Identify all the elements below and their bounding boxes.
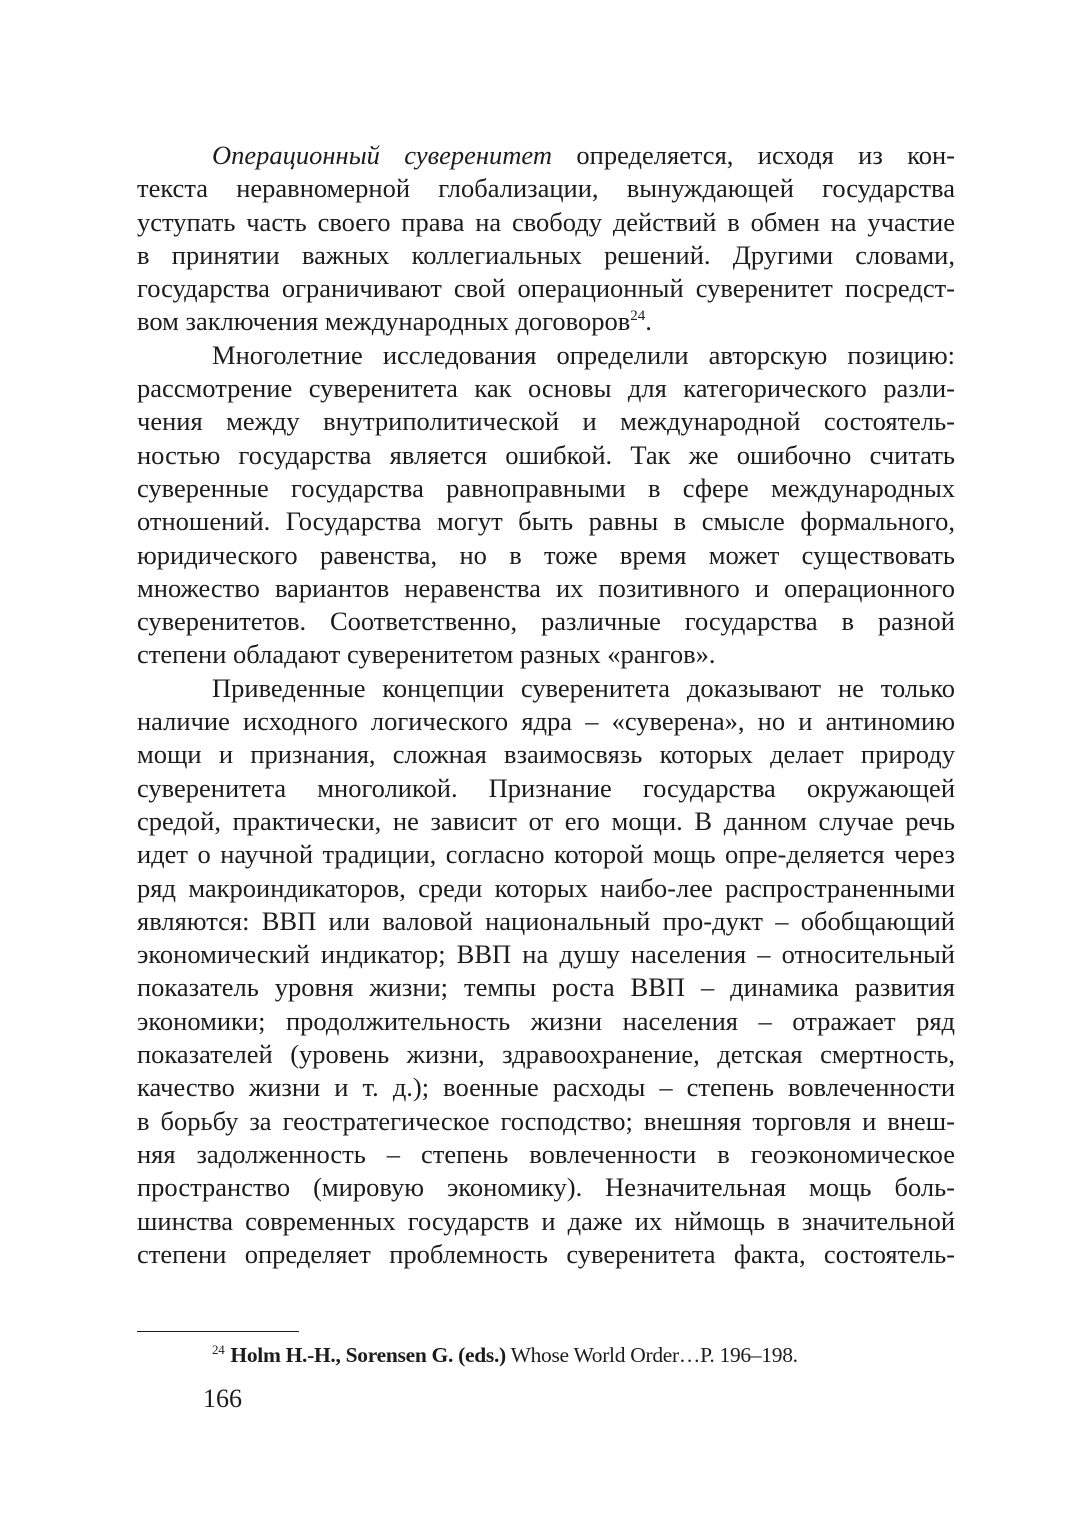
text-line — [137, 305, 955, 338]
line-text: экономический индикатор; ВВП на душу населения – относительный — [137, 939, 955, 970]
text-line — [137, 705, 955, 738]
text-line — [137, 672, 955, 705]
line-text: ностью государства является ошибкой. Так же ошибочно считать — [137, 439, 955, 470]
text-line — [137, 1005, 955, 1038]
line-text: вом заключения международных договоров — [137, 306, 631, 337]
text-line — [137, 339, 955, 372]
line-text: степени определяет проблемность суверенитета факта, состоятель- — [137, 1238, 955, 1269]
text-line — [137, 439, 955, 472]
text-line — [137, 971, 955, 1004]
text-line — [137, 1205, 955, 1238]
text-line — [137, 905, 955, 938]
text-line — [137, 239, 955, 272]
line-text: ряд макроиндикаторов, среди которых наибо-лее распространенными — [137, 872, 955, 903]
text-line — [137, 1038, 955, 1071]
line-text: Приведенные концепции суверенитета доказывают не только — [212, 672, 955, 703]
text-line — [137, 206, 955, 239]
line-text: идет о научной традиции, согласно которой мощь опре-деляется через — [137, 839, 955, 870]
text-line — [137, 172, 955, 205]
text-line — [137, 938, 955, 971]
line-text: являются: ВВП или валовой национальный про-дукт – обобщающий — [137, 905, 955, 936]
line-text: суверенитетов. Соответственно, различные государства в разной — [137, 606, 955, 637]
text-line — [137, 738, 955, 771]
text-line — [137, 638, 955, 671]
footnote-source: Whose World Order…P. 196–198. — [510, 1343, 798, 1367]
line-text: определяется, исходя из кон- — [552, 140, 955, 170]
line-text: пространство (мировую экономику). Незначительная мощь боль- — [137, 1172, 955, 1203]
text-line — [137, 872, 955, 905]
text-line — [137, 805, 955, 838]
line-text: отношений. Государства могут быть равны в смысле формального, — [137, 506, 955, 537]
text-line — [137, 539, 955, 572]
page-number: 166 — [203, 1384, 242, 1413]
line-text: степени обладают суверенитетом разных «рангов». — [137, 639, 716, 670]
footnote-number: 24 — [212, 1342, 225, 1357]
text-line — [137, 372, 955, 405]
paragraph — [137, 139, 955, 339]
text-line — [137, 772, 955, 805]
text-line — [137, 1138, 955, 1171]
line-text: мощи и признания, сложная взаимосвязь которых делает природу — [137, 739, 955, 770]
line-text: показатель уровня жизни; темпы роста ВВП – динамика развития — [137, 972, 955, 1003]
line-text: шинства современных государств и даже их нймощь в значительной — [137, 1205, 955, 1236]
line-text: показателей (уровень жизни, здравоохранение, детская смертность, — [137, 1039, 955, 1070]
line-text: текста неравномерной глобализации, вынуждающей государства — [137, 173, 955, 204]
line-text: суверенитета многоликой. Признание государства окружающей — [137, 772, 955, 803]
line-text: уступать часть своего права на свободу действий в обмен на участие — [137, 206, 955, 237]
line-text: в борьбу за геостратегическое господство; внешняя торговля и внеш- — [137, 1105, 955, 1136]
line-text: чения между внутриполитической и международной состоятель- — [137, 406, 955, 437]
line-text: экономики; продолжительность жизни населения – отражает ряд — [137, 1005, 955, 1036]
line-text: наличие исходного логического ядра – «суверена», но и антиномию — [137, 706, 955, 737]
paragraph — [137, 339, 955, 672]
line-tail: . — [645, 306, 652, 337]
text-line — [137, 505, 955, 538]
footnote-divider — [137, 1331, 299, 1332]
footnote-authors: Holm H.-H., Sorensen G. (eds.) — [230, 1343, 506, 1367]
footnote — [212, 1340, 798, 1370]
footnote-reference[interactable]: 24 — [630, 308, 646, 325]
line-text: в принятии важных коллегиальных решений. Другими словами, — [137, 239, 955, 270]
line-text: няя задолженность – степень вовлеченности в геоэкономическое — [137, 1138, 955, 1169]
line-text: средой, практически, не зависит от его мощи. В данном случае речь — [137, 805, 955, 836]
text-line — [137, 472, 955, 505]
text-line — [137, 1238, 955, 1271]
line-text: юридического равенства, но в тоже время может существовать — [137, 539, 955, 570]
text-line — [137, 1071, 955, 1104]
text-line — [137, 405, 955, 438]
line-text: рассмотрение суверенитета как основы для категорического разли- — [137, 373, 955, 404]
line-text: множество вариантов неравенства их позитивного и операционного — [137, 572, 955, 603]
text-line — [137, 838, 955, 871]
body-text — [137, 139, 955, 1271]
paragraph — [137, 672, 955, 1271]
line-text: качество жизни и т. д.); военные расходы – степень вовлеченности — [137, 1072, 955, 1103]
text-line — [137, 139, 955, 172]
text-line — [137, 572, 955, 605]
line-text: Многолетние исследования определили авторскую позицию: — [212, 339, 955, 370]
text-line — [137, 1105, 955, 1138]
line-text: суверенные государства равноправными в сфере международных — [137, 472, 955, 503]
text-line — [137, 272, 955, 305]
italic-term: Операционный суверенитет — [212, 140, 552, 170]
line-text: государства ограничивают свой операционный суверенитет посредст- — [137, 273, 955, 304]
text-line — [137, 1171, 955, 1204]
text-line — [137, 605, 955, 638]
